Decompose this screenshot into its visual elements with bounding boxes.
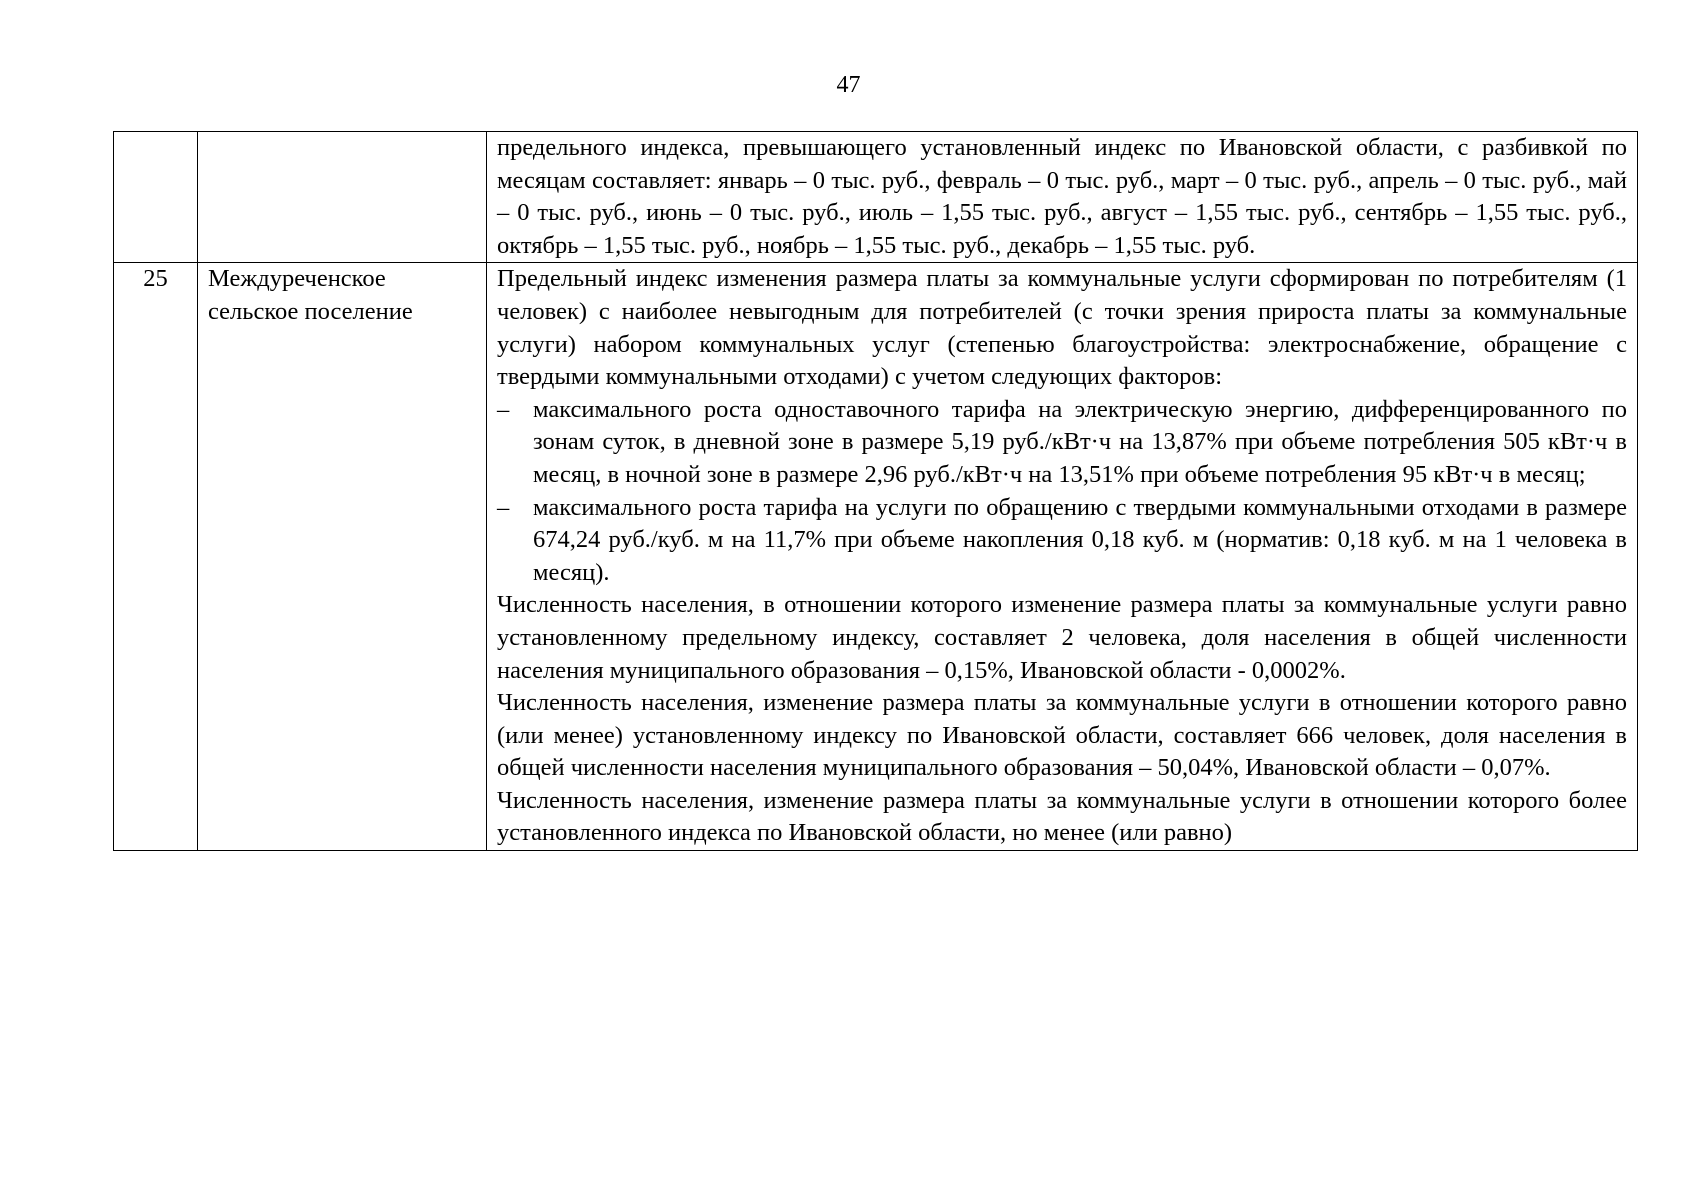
population-paragraph-above-index: Численность населения, изменение размера платы за коммунальные услуги в отношении которого более установленного индекса по Ивановской области, но менее (или равно) [497, 786, 1627, 847]
table-row-25 [114, 263, 1638, 851]
factor-text: максимального роста одноставочного тарифа на электрическую энергию, дифференцированного по зонам суток, в дневной зоне в размере 5,19 руб./кВт·ч на 13,87% при объеме потребления 505 кВт·ч в месяц, в ночной зоне в размере 2,96 руб./кВт·ч на 13,51% при объеме потребления 95 кВт·ч в месяц; [533, 395, 1627, 488]
dash-marker: – [497, 493, 510, 521]
description-cell [487, 263, 1638, 851]
dash-marker: – [497, 395, 510, 423]
municipality-name-cell [198, 132, 487, 263]
description-cell [487, 132, 1638, 263]
page-number: 47 [836, 72, 861, 98]
factors-list [497, 394, 1627, 590]
factor-text: максимального роста тарифа на услуги по обращению с твердыми коммунальными отходами в размере 674,24 руб./куб. м на 11,7% при объеме накопления 0,18 куб. м (норматив: 0,18 куб. м на 1 человека в месяц). [533, 493, 1627, 586]
intro-paragraph: Предельный индекс изменения размера платы за коммунальные услуги сформирован по потребителям (1 человек) с наиболее невыгодным для потребителей (с точки зрения прироста платы за коммунальные услуги) набором коммунальных услуг (степенью благоустройства: электроснабжение, обращение с твердыми коммунальными отходами) с учетом следующих факторов: [497, 265, 1627, 391]
municipal-index-table [113, 131, 1638, 851]
factor-item-waste [497, 492, 1627, 590]
row-number-cell [114, 132, 198, 263]
row-number-cell: 25 [114, 263, 198, 851]
factor-item-electricity [497, 394, 1627, 492]
municipality-name-cell: Междуреченское сельское поселение [198, 263, 487, 851]
table-row-continuation [114, 132, 1638, 263]
continuation-paragraph: предельного индекса, превышающего установленный индекс по Ивановской области, с разбивкой по месяцам составляет: январь – 0 тыс. руб., февраль – 0 тыс. руб., март – 0 тыс. руб., апрель – 0 тыс. руб., май – 0 тыс. руб., июнь – 0 тыс. руб., июль – 1,55 тыс. руб., август – 1,55 тыс. руб., сентябрь – 1,55 тыс. руб., октябрь – 1,55 тыс. руб., ноябрь – 1,55 тыс. руб., декабрь – 1,55 тыс. руб. [497, 134, 1627, 259]
population-paragraph-equal-limit: Численность населения, в отношении которого изменение размера платы за коммунальные услуги равно установленному предельному индексу, составляет 2 человека, доля населения в общей численности населения муниципального образования – 0,15%, Ивановской области - 0,0002%. [497, 591, 1627, 684]
population-paragraph-below-index: Численность населения, изменение размера платы за коммунальные услуги в отношении которого равно (или менее) установленному индексу по Ивановской области, составляет 666 человек, доля населения в общей численности населения муниципального образования – 50,04%, Ивановской области – 0,07%. [497, 689, 1627, 782]
